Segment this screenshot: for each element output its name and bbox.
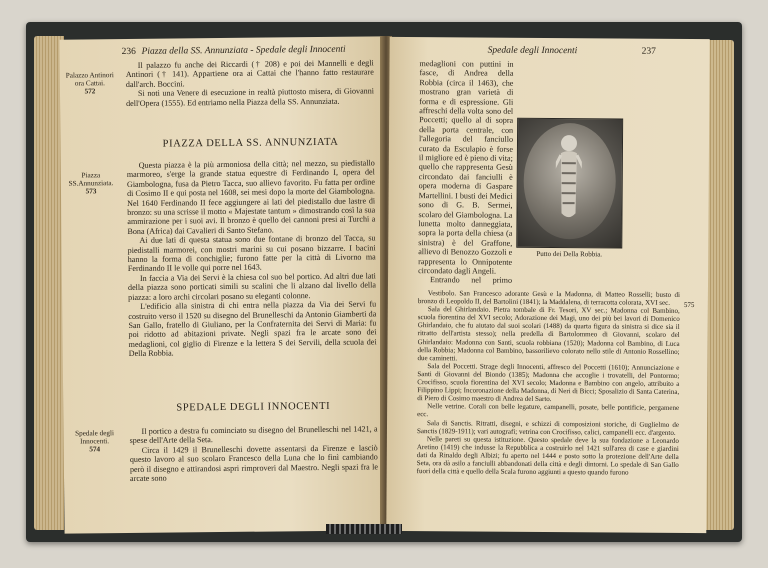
figure-caption: Putto dei Della Robbia. (536, 249, 603, 259)
right-column-text: medaglioni con puttini in fasce, di Andrea della Robbia (circa il 1463), che mostrano gran varietà di forma e di espressione. Gli affreschi della volta sono del Poccetti; quello al di sopra della porta centrale, con l'allegoria del fanciullo curato da Esculapio è forse il migliore ed è pieno di vita; quello che rappresenta Gesù circondato dai fanciulli è opera moderna di Gaspare Martellini. I busti dei Medici sono di G. B. Sermei, scolaro del Giambologna. La lunetta molto danneggiata, sopra la porta della chiesa (a sinistra) è del Graffone, allievo di Benozzo Gozzoli e rappresenta lo Onnipotente circondato dagli Angeli. Entrando nel primo (418, 59, 514, 286)
right-running-head (390, 45, 710, 57)
margin-note-piazza: Piazza SS.Annunziata. 573 (68, 171, 114, 196)
right-page-number: 237 (641, 46, 656, 57)
heading-spedale: SPEDALE DEGLI INNOCENTI (176, 400, 331, 414)
right-running-title: Spedale degli Innocenti (487, 45, 578, 57)
margin-note-spedale: Spedale degli Innocenti. 574 (75, 429, 115, 454)
putto-figure (516, 118, 623, 249)
margin-note-palazzo: Palazzo Antinori ora Cattai. 572 (65, 71, 114, 96)
intro-text: Il palazzo fu anche dei Riccardi († 208) e poi dei Mannelli e degli Antinori († 141). Appartiene ora ai Cattai che l'hanno fatto restaurare dall'arch. Boccini. Si noti una Venere di esecuzione in realtà piuttosto misera, di Giovanni dell'Opera (1555). Ed entriamo nella Piazza della SS. Annunziata. (125, 58, 375, 108)
putto-image (555, 133, 582, 223)
spine-band (326, 524, 402, 534)
right-page (386, 37, 709, 533)
left-page (59, 36, 386, 533)
heading-piazza: PIAZZA DELLA SS. ANNUNZIATA (162, 136, 339, 150)
galleria-text: Vestibolo. San Francesco adorante Gesù e la Madonna, di Matteo Rosselli; busto di bronzo di Leopoldo II, del Bartolini (1841); la Maddalena, di terracotta colorata, XVI sec. Sala del Ghirlandaio. Pietra tombale di Fr. Tesori, XV sec.; Madonna col Bambino, scuola fiorentina del XVI secolo; Adorazione dei Magi, uno dei più bei lavori di Domenico Ghirlandaio, che fu aiutato dal suoi scolari (1488) da quarta figura da sinistra si dice sia il ritratto dell'artista stesso); nella predella di Bartolommeo di Giovanni, scolaro del Ghirlandaio: Madonna con Santi, scuola robbiana (1520); Madonna col Bambino, di Luca della Robbia; Madonna col Bambino, bassorilievo colorato nello stile di Antonio Rossellino; due caminetti. Sala del Poccetti. Strage degli Innocenti, affresco del Poccetti (1610); Annunciazione e Santi di Giovanni del Biondo (1385); Madonna che accoglie i trovatelli, del Pontormo; Crocifisso, scuola fiorentina del XVI secolo; Madonna e Bambino con angelo, attribuito a Filippino Lippi; Incoronazione della Madonna, di Neri di Bicci; Sposalizio di Santa Caterina, di Piero di Cosimo maestro di Andrea del Sarto. Nelle vetrine. Corali con belle legature, campanelli, posate, belle pontificie, pergamene ecc. Sala di Sanctis. Ritratti, disegni, e schizzi di composizioni storiche, di Guglielmo de Sanctis (1829-1911); vari autografi; vetrina con Crocifisso, calici, campanelli ecc. d'argento. Nelle pareti su questa istituzione. Questo spedale deve la sua fondazione a Leonardo Aretino (1419) che indusse la Repubblica a costruirlo nel 1421 sull'area di case e giardini dati da Rinaldo degli Albizi; fu aperto nel 1444 e posto sotto la protezione dell'Arte della Seta, ora dà asilo a fanciulli abbandonati della città e degli dintorni. Lo spedale di San Gallo fuori della città e quello della Scala furono aggiunti a questo quando furono (416, 289, 680, 477)
margin-ref-575: 575 (683, 300, 695, 310)
left-running-head (60, 44, 382, 58)
left-page-number: 236 (121, 46, 136, 58)
left-running-title: Piazza della SS. Annunziata - Spedale degli Innocenti (141, 44, 346, 57)
piazza-text: Questa piazza è la più armoniosa della città; nel mezzo, su piedistallo marmoreo, s'erge la grande statua equestre di Ferdinando I, opera del Giambologna, fusa da Pietro Tacca, suo allievo favorito. Fu fatta per ordine di Cosimo II e qui posta nel 1608, sei mesi dopo la morte del Giambologna. Nel 1640 Ferdinando II fece aggiungere ai lati del piedistallo due lastre di bronzo: su una scrisse il motto « Majestate tantum » dimostrando così la sua ammirazione per i suoi avi. Il bronzo è quello dei cannoni presi ai Turchi a Bona (Africa) dai Cavalieri di Santo Stefano. Ai due lati di questa statua sono due fontane di bronzo del Tacca, su piedistalli marmorei, con mostri marini su cui posano bizzarre. I bacini hanno la forma di conchiglie; furono fatte per la città di Livorno ma Ferdinando II le volle qui porre nel 1643. In faccia a Via dei Servi è la chiesa col suo bel portico. Ad altri due lati della piazza sono porticati simili su scalini che li alzano dal livello della piazza: a loro archi circolari posano su eleganti colonne. L'edificio alla sinistra di chi entra nella piazza da Via dei Servi fu costruito verso il 1520 su disegno del Brunelleschi da Antonio Giamberti da San Gallo, fratello di Giuliano, per la Confraternita dei Servi di Maria: fu poi ridotto ad abitazioni private. Negli spazi fra le arcate sono dei medaglioni, col giglio di Firenze e la lettera S dei Servili, della scuola dei Della Robbia. (126, 158, 377, 359)
spedale-text: Il portico a destra fu cominciato su disegno del Brunelleschi nel 1421, a spese dell'Arte della Seta. Circa il 1429 il Brunelleschi dovette assentarsi da Firenze e lasciò questo lavoro al suo scolaro Francesco della Luna che lo finì cambiando però il disegno e attirandosi aspri rimproveri dal Maestro. Negli spazi fra le arcate sono (129, 424, 378, 484)
